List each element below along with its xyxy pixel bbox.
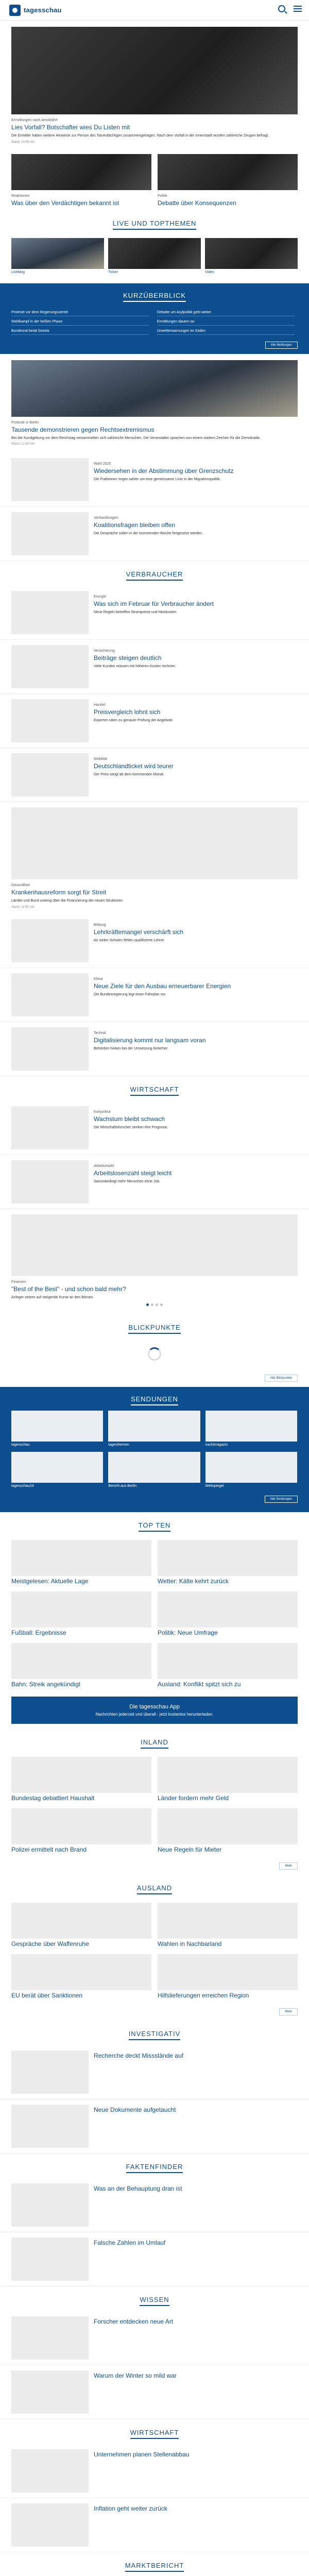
ausland-headline[interactable]: EU berät über Sanktionen <box>11 1992 83 1999</box>
row-text: Saisonbedingt mehr Menschen ohne Job. <box>94 1179 161 1183</box>
row-image[interactable] <box>11 2050 89 2094</box>
logo-text: tagesschau <box>24 6 62 14</box>
row-text: Die Gespräche sollen in der kommenden Woche fortgesetzt werden. <box>94 532 203 535</box>
row-text: Die Fraktionen ringen weiter um eine gemeinsame Linie in der Migrationspolitik. <box>94 478 221 481</box>
ausland-item[interactable] <box>158 1954 298 1999</box>
story3-headline[interactable]: Krankenhausreform sorgt für Streit <box>11 889 107 896</box>
live-item[interactable] <box>11 238 104 274</box>
row-image[interactable] <box>11 699 89 742</box>
topten-title: TOP TEN <box>0 1512 309 1537</box>
ausland-item[interactable] <box>11 1954 151 1999</box>
topten-headline[interactable]: Politik: Neue Umfrage <box>158 1629 218 1636</box>
story3-teaser[interactable] <box>0 802 309 914</box>
carousel-dachzeile: Finanzen <box>11 1280 26 1284</box>
row-dachzeile: Versicherung <box>94 649 115 653</box>
row-dachzeile: Technik <box>94 1031 106 1035</box>
kurz-list <box>11 307 298 339</box>
news-row[interactable] <box>0 1022 309 1076</box>
sendungen-block <box>0 1387 309 1512</box>
row-dachzeile: Arbeitsmarkt <box>94 1164 114 1168</box>
inland-item[interactable] <box>158 1757 298 1802</box>
news-row[interactable] <box>0 968 309 1022</box>
row-dachzeile: Klima <box>94 977 103 981</box>
story2-dachzeile: Proteste in Berlin <box>11 420 39 425</box>
lead-image[interactable] <box>11 27 298 114</box>
topten-item[interactable] <box>158 1643 298 1688</box>
sendung-image[interactable] <box>205 1411 297 1442</box>
row-headline[interactable]: Recherche deckt Missstände auf <box>94 2052 184 2059</box>
sendung-image[interactable] <box>205 1452 297 1483</box>
sendungen-title: SENDUNGEN <box>11 1395 298 1411</box>
sendung-label: tagesschau24 <box>11 1484 34 1488</box>
story3-image[interactable] <box>11 807 298 879</box>
ausland-image[interactable] <box>158 1954 298 1990</box>
row-dachzeile: Verhandlungen <box>94 516 118 520</box>
news-row[interactable] <box>0 914 309 968</box>
row-headline[interactable]: Beiträge steigen deutlich <box>94 654 162 662</box>
inland-image[interactable] <box>11 1808 151 1844</box>
news-row[interactable] <box>0 2178 309 2232</box>
row-text: Neue Regeln betreffen Strompreise und Heizkosten. <box>94 611 178 614</box>
inland-headline[interactable]: Polizei ermittelt nach Brand <box>11 1846 87 1853</box>
kurz-title: KURZÜBERBLICK <box>11 289 298 307</box>
verbraucher-title: VERBRAUCHER <box>0 561 309 586</box>
news-row[interactable] <box>0 1101 309 1155</box>
row-text: Die Wirtschaftsforscher senken ihre Prognose. <box>94 1125 168 1129</box>
sendung-item[interactable] <box>11 1452 103 1488</box>
kurz-item[interactable]: Bundesrat berät Gesetz <box>11 328 149 335</box>
topten-item[interactable] <box>158 1540 298 1585</box>
row-image[interactable] <box>11 973 89 1016</box>
sendung-image[interactable] <box>11 1452 103 1483</box>
news-list <box>0 453 309 561</box>
row-headline[interactable]: Wiedersehen in der Abstimmung über Grenzschutz <box>94 467 234 474</box>
row-headline[interactable]: Was an der Behauptung dran ist <box>94 2185 182 2192</box>
teaser-dachzeile: Reaktionen <box>11 194 30 198</box>
inland-headline[interactable]: Neue Regeln für Mieter <box>158 1846 222 1853</box>
sendungen-more-button[interactable]: Alle Sendungen <box>265 1496 298 1503</box>
sendung-item[interactable] <box>205 1411 297 1447</box>
inland-more-button[interactable]: Mehr <box>279 1862 298 1870</box>
verbraucher-list <box>0 586 309 802</box>
topten-item[interactable] <box>11 1591 151 1637</box>
news-row[interactable] <box>0 1155 309 1209</box>
row-image[interactable] <box>11 1106 89 1149</box>
ausland-item[interactable] <box>158 1903 298 1948</box>
lead-headline[interactable]: Lies Vorfall? Botschafter wies Du Listen mit <box>11 124 130 131</box>
story2-text: Bei der Kundgebung vor dem Reichstag versammelten sich zahlreiche Menschen. Die Veranstalter sprachen von einem starken Zeichen für die Demokratie. <box>11 436 261 440</box>
inland-item[interactable] <box>11 1757 151 1802</box>
topten-image[interactable] <box>158 1540 298 1576</box>
carousel-text: Anleger setzen auf steigende Kurse an den Börsen. <box>11 1295 94 1299</box>
site-header <box>0 0 309 21</box>
lead-stamp: Stand: 13:45 Uhr <box>11 140 35 144</box>
topten-image[interactable] <box>158 1591 298 1628</box>
row-headline[interactable]: Falsche Zahlen im Umlauf <box>94 2239 166 2246</box>
live-label: Liveblog <box>11 270 25 274</box>
row-image[interactable] <box>11 458 89 501</box>
sendung-image[interactable] <box>108 1452 200 1483</box>
kurz-more-button[interactable]: Alle Meldungen <box>265 342 298 349</box>
row-image[interactable] <box>11 2370 89 2414</box>
ausland-title: AUSLAND <box>0 1875 309 1900</box>
ausland-item[interactable] <box>11 1903 151 1948</box>
sendung-item[interactable] <box>11 1411 103 1447</box>
news-row[interactable] <box>0 2444 309 2498</box>
teaser-dachzeile: Politik <box>158 194 167 198</box>
inland-image[interactable] <box>158 1808 298 1844</box>
row-dachzeile: Energie <box>94 595 107 599</box>
news-row[interactable] <box>0 640 309 694</box>
row-headline[interactable]: Inflation geht weiter zurück <box>94 2505 167 2512</box>
carousel-dots[interactable] <box>11 1300 298 1309</box>
row-headline[interactable]: Deutschlandticket wird teurer <box>94 762 174 770</box>
teaser-headline[interactable]: Was über den Verdächtigen bekannt ist <box>11 199 119 207</box>
sendung-item[interactable] <box>108 1452 200 1488</box>
row-text: Der Preis steigt ab dem kommenden Monat. <box>94 773 164 776</box>
news-row[interactable] <box>0 586 309 640</box>
row-text: Behörden hinken bei der Umsetzung hinterher. <box>94 1046 168 1050</box>
app-banner[interactable] <box>11 1697 298 1724</box>
ausland-image[interactable] <box>11 1954 151 1990</box>
sendung-label: tagesschau <box>11 1443 30 1447</box>
topten-image[interactable] <box>158 1643 298 1679</box>
investigativ-title: INVESTIGATIV <box>0 2021 309 2045</box>
row-headline[interactable]: Digitalisierung kommt nur langsam voran <box>94 1036 206 1044</box>
lead-sub-teasers <box>0 151 309 210</box>
live-image[interactable] <box>11 238 104 269</box>
topten-headline[interactable]: Bahn: Streik angekündigt <box>11 1681 81 1688</box>
row-image[interactable] <box>11 919 89 962</box>
story2-headline[interactable]: Tausende demonstrieren gegen Rechtsextremismus <box>11 426 154 433</box>
topten-headline[interactable]: Meistgelesen: Aktuelle Lage <box>11 1578 89 1585</box>
live-item[interactable] <box>205 238 298 274</box>
row-image[interactable] <box>11 2503 89 2547</box>
row-image[interactable] <box>11 591 89 634</box>
wissen-title: WISSEN <box>0 2286 309 2311</box>
sendung-item[interactable] <box>205 1452 297 1488</box>
live-strip <box>0 235 309 277</box>
live-label: Video <box>205 270 214 274</box>
sendung-item[interactable] <box>108 1411 200 1447</box>
ausland-image[interactable] <box>158 1903 298 1939</box>
row-image[interactable] <box>11 2183 89 2227</box>
row-dachzeile: Bildung <box>94 923 106 927</box>
sendung-image[interactable] <box>108 1411 200 1442</box>
topten-image[interactable] <box>11 1540 151 1576</box>
row-image[interactable] <box>11 512 89 555</box>
news-row[interactable] <box>0 748 309 802</box>
row-image[interactable] <box>11 2449 89 2493</box>
story3-dachzeile: Gesundheit <box>11 884 30 887</box>
wirtschaft-title: WIRTSCHAFT <box>0 1076 309 1101</box>
live-item[interactable] <box>108 238 201 274</box>
banner-text: Nachrichten jederzeit und überall - jetzt kostenlos herunterladen. <box>95 1712 214 1717</box>
sendung-label: Weltspiegel <box>205 1484 224 1488</box>
loading-spinner-icon <box>148 1347 161 1361</box>
lead-teaser[interactable] <box>0 21 309 151</box>
inland-item[interactable] <box>158 1808 298 1854</box>
banner-title: Die tagesschau App <box>129 1704 180 1710</box>
teaser-image[interactable] <box>11 154 151 190</box>
row-headline[interactable]: Koalitionsfragen bleiben offen <box>94 521 175 529</box>
live-image[interactable] <box>108 238 201 269</box>
news-row[interactable] <box>0 2311 309 2365</box>
topten-headline[interactable]: Fußball: Ergebnisse <box>11 1629 66 1636</box>
news-row[interactable] <box>0 2498 309 2552</box>
row-image[interactable] <box>11 1027 89 1071</box>
faktenfinder-title: FAKTENFINDER <box>0 2154 309 2178</box>
news-row[interactable] <box>0 2232 309 2286</box>
row-headline[interactable]: Arbeitslosenzahl steigt leicht <box>94 1169 172 1177</box>
inland-headline[interactable]: Bundestag debattiert Haushalt <box>11 1794 95 1802</box>
row-dachzeile: Konjunktur <box>94 1110 111 1114</box>
row-headline[interactable]: Preisvergleich lohnt sich <box>94 708 161 716</box>
sendung-image[interactable] <box>11 1411 103 1442</box>
news-row[interactable] <box>0 2099 309 2154</box>
more-list <box>0 914 309 1076</box>
inland-title: INLAND <box>0 1729 309 1754</box>
carousel-headline[interactable]: "Best of the Best" - und schon bald mehr? <box>11 1285 126 1293</box>
blickpunkte-more-button[interactable]: Alle Blickpunkte <box>265 1375 298 1382</box>
lead-sub-teaser[interactable] <box>11 154 151 207</box>
kurzueberblick-block <box>0 283 309 354</box>
story2-teaser[interactable] <box>0 354 309 453</box>
live-section-title: LIVE UND TOPTHEMEN <box>0 210 309 235</box>
carousel[interactable] <box>0 1209 309 1315</box>
news-row[interactable] <box>0 694 309 748</box>
search-icon[interactable] <box>278 5 285 12</box>
live-image[interactable] <box>205 238 298 269</box>
row-text: Die Bundesregierung legt einen Fahrplan vor. <box>94 992 166 996</box>
ausland-headline[interactable]: Hilfslieferungen erreichen Region <box>158 1992 249 1999</box>
story2-image[interactable] <box>11 360 298 417</box>
kurz-item[interactable]: Debatte um Asylpolitik geht weiter <box>157 309 295 316</box>
marktbericht-title: MARKTBERICHT <box>0 2552 309 2576</box>
row-headline[interactable]: Unternehmen planen Stellenabbau <box>94 2451 190 2458</box>
story3-stamp: Stand: 11:05 Uhr <box>11 905 35 909</box>
lead-text: Die Ermittler haben weitere Hinweise zur Person des Tatverdächtigen zusammengetragen. Nach dem Vorfall in der Innenstadt wurden zahlreiche Zeugen befragt. <box>11 134 269 138</box>
topten-headline[interactable]: Ausland: Konflikt spitzt sich zu <box>158 1681 241 1688</box>
topten-image[interactable] <box>11 1591 151 1628</box>
sendung-label: nachtmagazin <box>205 1443 228 1447</box>
kurz-item[interactable]: Ermittlungen dauern an <box>157 318 295 326</box>
row-headline[interactable]: Forscher entdecken neue Art <box>94 2318 174 2325</box>
menu-icon[interactable] <box>294 6 302 12</box>
topten-item[interactable] <box>158 1591 298 1637</box>
carousel-image[interactable] <box>11 1214 298 1276</box>
row-headline[interactable]: Lehrkräftemangel verschärft sich <box>94 928 184 936</box>
blickpunkte-title: BLICKPUNKTE <box>0 1314 309 1339</box>
row-text: Viele Kunden müssen mit höheren Kosten rechnen. <box>94 665 176 668</box>
row-dachzeile: Mobilität <box>94 757 108 761</box>
story3-text: Länder und Bund uneinig über die Finanzierung der neuen Strukturen. <box>11 899 124 903</box>
topten-item[interactable] <box>11 1643 151 1688</box>
row-headline[interactable]: Was sich im Februar für Verbraucher ändert <box>94 600 214 607</box>
row-image[interactable] <box>11 2238 89 2281</box>
inland-item[interactable] <box>11 1808 151 1854</box>
row-headline[interactable]: Neue Ziele für den Ausbau erneuerbarer Energien <box>94 982 231 990</box>
row-image[interactable] <box>11 1160 89 1204</box>
lead-sub-teaser[interactable] <box>158 154 298 207</box>
sendung-label: tagesthemen <box>108 1443 129 1447</box>
kurz-item[interactable]: Proteste vor dem Regierungsviertel <box>11 309 149 316</box>
story2-stamp: Stand: 12:20 Uhr <box>11 443 35 446</box>
kurz-item[interactable]: Unwetterwarnungen im Süden <box>157 328 295 335</box>
row-dachzeile: Handel <box>94 703 106 707</box>
row-image[interactable] <box>11 753 89 796</box>
news-row[interactable] <box>0 453 309 507</box>
inland-headline[interactable]: Länder fordern mehr Geld <box>158 1794 229 1802</box>
logo[interactable] <box>9 5 62 16</box>
row-image[interactable] <box>11 645 89 688</box>
row-text: An vielen Schulen fehlen qualifizierte Lehrer. <box>94 938 165 942</box>
inland-image[interactable] <box>158 1757 298 1793</box>
teaser-image[interactable] <box>158 154 298 190</box>
sendung-label: Bericht aus Berlin <box>108 1484 137 1488</box>
row-headline[interactable]: Neue Dokumente aufgetaucht <box>94 2106 176 2113</box>
ausland-image[interactable] <box>11 1903 151 1939</box>
row-headline[interactable]: Warum der Winter so mild war <box>94 2372 177 2379</box>
row-dachzeile: Wahl 2025 <box>94 462 111 466</box>
ausland-more-button[interactable]: Mehr <box>279 2008 298 2015</box>
wirtschaft2-title: WIRTSCHAFT <box>0 2419 309 2444</box>
kurz-item[interactable]: Wahlkampf in der heißen Phase <box>11 318 149 326</box>
news-row[interactable] <box>0 507 309 561</box>
news-row[interactable] <box>0 2365 309 2419</box>
news-row[interactable] <box>0 2045 309 2099</box>
row-text: Experten raten zu genauer Prüfung der Angebote. <box>94 719 174 722</box>
teaser-headline[interactable]: Debatte über Konsequenzen <box>158 199 236 207</box>
topten-image[interactable] <box>11 1643 151 1679</box>
inland-image[interactable] <box>11 1757 151 1793</box>
live-label: Ticker <box>108 270 118 274</box>
ausland-headline[interactable]: Gespräche über Waffenruhe <box>11 1940 89 1947</box>
ausland-headline[interactable]: Wahlen in Nachbarland <box>158 1940 222 1947</box>
row-image[interactable] <box>11 2316 89 2360</box>
lead-dachzeile: Ermittlungen nach Amokfahrt <box>11 118 58 122</box>
tagesschau-logo-icon <box>9 5 21 16</box>
row-image[interactable] <box>11 2105 89 2148</box>
topten-item[interactable] <box>11 1540 151 1585</box>
topten-headline[interactable]: Wetter: Kälte kehrt zurück <box>158 1578 229 1585</box>
row-headline[interactable]: Wachstum bleibt schwach <box>94 1115 165 1123</box>
